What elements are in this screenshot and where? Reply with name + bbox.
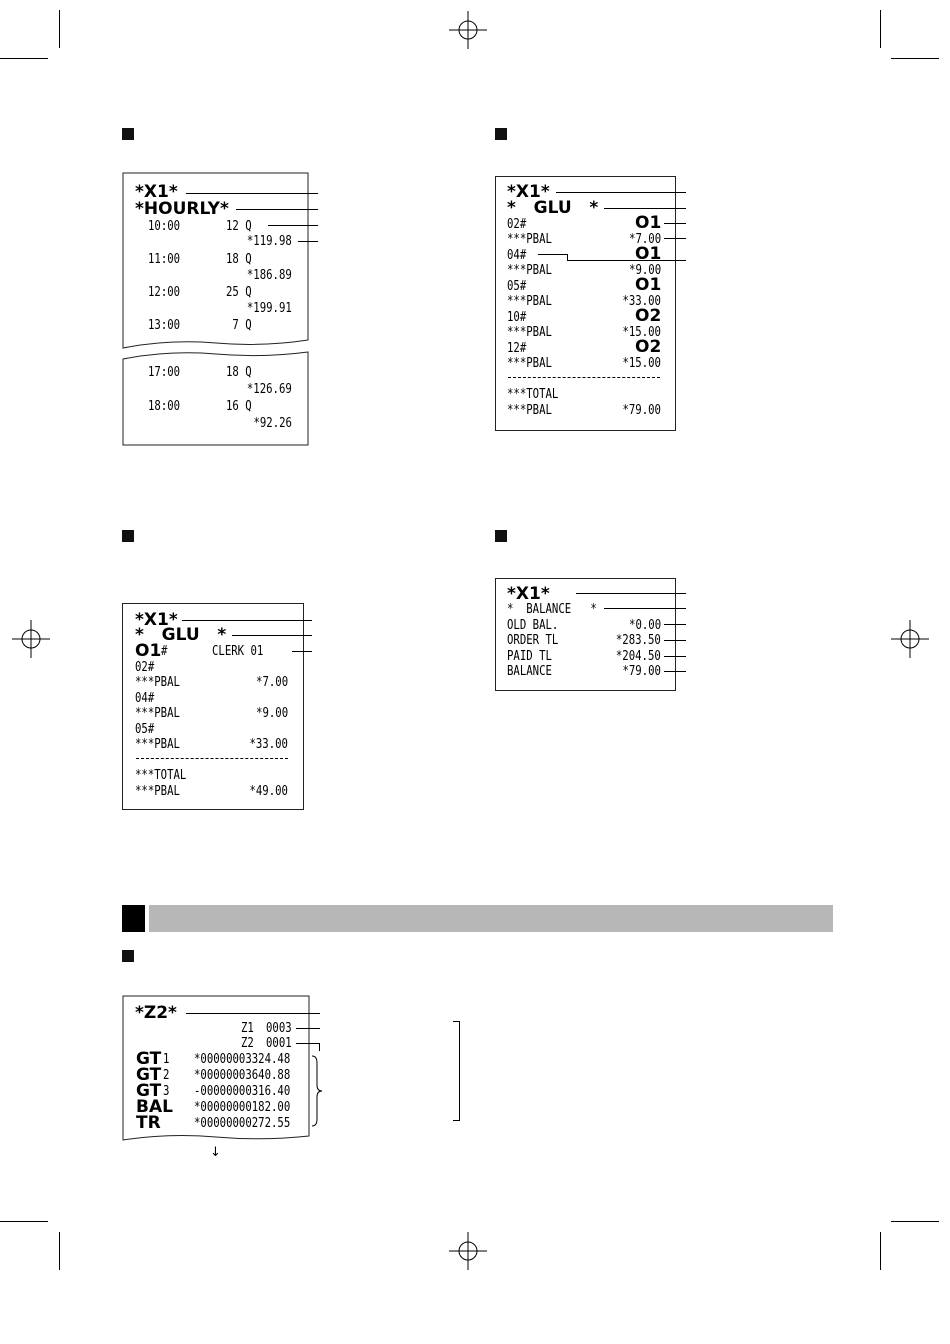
z2-total-value: *00000000272.55 xyxy=(194,1116,291,1131)
callout-line xyxy=(268,225,318,226)
bracket-icon xyxy=(453,1021,460,1121)
hourly-receipt-subtitle: *HOURLY* xyxy=(135,199,229,219)
glu-clerk-receipt-title: *X1* xyxy=(135,610,178,630)
callout-line xyxy=(296,1028,320,1029)
callout-line xyxy=(232,635,312,636)
glu-row-label: 04# xyxy=(507,248,527,263)
z2-total-label: GT xyxy=(136,1065,162,1085)
hourly-amount: *119.98 xyxy=(247,234,292,249)
z2-total-value: *00000003640.88 xyxy=(194,1068,291,1083)
glu-clerk-total-pbal-value: *49.00 xyxy=(249,784,288,799)
z2-total-sub: 2 xyxy=(163,1068,170,1083)
callout-line xyxy=(664,238,686,239)
glu-dashes xyxy=(508,377,660,378)
hourly-amount: *126.69 xyxy=(247,382,292,397)
hourly-amount: *199.91 xyxy=(247,301,292,316)
glu-row-clerk: O2 xyxy=(635,337,662,357)
hourly-count: 7 Q xyxy=(226,318,252,333)
crop-mark xyxy=(880,1232,881,1270)
hourly-time: 12:00 xyxy=(148,285,181,300)
z2-counter-label: Z1 xyxy=(241,1021,254,1036)
glu-receipt-subtitle: * GLU * xyxy=(507,198,599,218)
glu-row-value: *33.00 xyxy=(622,294,661,309)
hourly-receipt-title: *X1* xyxy=(135,182,178,202)
glu-clerk-hash: # xyxy=(161,644,168,659)
z2-total-label: TR xyxy=(136,1113,161,1133)
crop-mark xyxy=(0,1221,48,1222)
balance-row-label: ORDER TL xyxy=(507,633,559,648)
callout-line xyxy=(236,209,318,210)
crop-mark xyxy=(891,58,939,59)
glu-row-clerk: O1 xyxy=(635,244,662,264)
glu-row-value: *15.00 xyxy=(622,325,661,340)
crop-mark xyxy=(0,58,48,59)
balance-row-value: *79.00 xyxy=(622,664,661,679)
glu-row-label: 05# xyxy=(507,279,527,294)
glu-row-value: *7.00 xyxy=(628,232,661,247)
balance-row-value: *0.00 xyxy=(628,618,661,633)
callout-line xyxy=(576,593,686,594)
glu-clerk-row-label: ***PBAL xyxy=(135,675,180,690)
hourly-count: 25 Q xyxy=(226,285,252,300)
callout-line xyxy=(298,241,318,242)
glu-clerk-code: O1 xyxy=(135,641,162,661)
registration-mark-icon xyxy=(449,11,487,49)
z2-counter-value: 0003 xyxy=(266,1021,292,1036)
hourly-time: 10:00 xyxy=(148,219,181,234)
callout-line xyxy=(292,651,312,652)
glu-total-pbal-value: *79.00 xyxy=(622,403,661,418)
glu-clerk-row-label: 05# xyxy=(135,722,155,737)
glu-clerk-dashes xyxy=(136,758,288,759)
registration-mark-icon xyxy=(12,620,50,658)
glu-row-label: 10# xyxy=(507,310,527,325)
glu-row-label: ***PBAL xyxy=(507,356,552,371)
section-bullet-icon xyxy=(122,950,134,962)
callout-line xyxy=(604,208,686,209)
hourly-time: 13:00 xyxy=(148,318,181,333)
glu-clerk-total-pbal-label: ***PBAL xyxy=(135,784,180,799)
callout-line xyxy=(182,620,312,621)
z2-counter-label: Z2 xyxy=(241,1036,254,1051)
glu-row-label: ***PBAL xyxy=(507,294,552,309)
glu-row-value: *9.00 xyxy=(628,263,661,278)
z2-total-value: *00000003324.48 xyxy=(194,1052,291,1067)
z2-total-sub: 1 xyxy=(163,1052,170,1067)
section-bullet-icon xyxy=(122,128,134,140)
glu-row-label: 02# xyxy=(507,217,527,232)
hourly-count: 18 Q xyxy=(226,365,252,380)
glu-row-clerk: O1 xyxy=(635,213,662,233)
section-number-block xyxy=(122,905,145,932)
balance-row-label: OLD BAL. xyxy=(507,618,559,633)
crop-mark xyxy=(59,10,60,48)
hourly-time: 17:00 xyxy=(148,365,181,380)
hourly-time: 18:00 xyxy=(148,399,181,414)
z2-total-label: GT xyxy=(136,1049,162,1069)
section-bullet-icon xyxy=(495,128,507,140)
registration-mark-icon xyxy=(891,620,929,658)
glu-clerk-row-value: *33.00 xyxy=(249,737,288,752)
glu-row-clerk: O1 xyxy=(635,275,662,295)
hourly-amount: *92.26 xyxy=(253,416,292,431)
callout-line xyxy=(556,192,686,193)
glu-clerk-total-label: ***TOTAL xyxy=(135,768,187,783)
callout-line xyxy=(664,656,686,657)
callout-line xyxy=(186,1013,320,1014)
callout-line xyxy=(568,260,686,261)
hourly-time: 11:00 xyxy=(148,252,181,267)
glu-row-value: *15.00 xyxy=(622,356,661,371)
crop-mark xyxy=(59,1232,60,1270)
callout-line xyxy=(296,1043,320,1051)
section-header-bar xyxy=(149,905,833,932)
glu-clerk-receipt-subtitle: * GLU * xyxy=(135,625,227,645)
z2-counter-value: 0001 xyxy=(266,1036,292,1051)
z2-total-label: GT xyxy=(136,1081,162,1101)
glu-total-label: ***TOTAL xyxy=(507,387,559,402)
hourly-count: 16 Q xyxy=(226,399,252,414)
callout-line xyxy=(186,193,318,194)
crop-mark xyxy=(880,10,881,48)
glu-row-label: 12# xyxy=(507,341,527,356)
callout-line xyxy=(604,608,686,609)
z2-total-label: BAL xyxy=(136,1097,173,1117)
z2-total-sub: 3 xyxy=(163,1084,170,1099)
glu-row-label: ***PBAL xyxy=(507,325,552,340)
callout-line xyxy=(538,254,568,261)
callout-line xyxy=(664,671,686,672)
hourly-amount: *186.89 xyxy=(247,268,292,283)
section-bullet-icon xyxy=(495,530,507,542)
glu-row-label: ***PBAL xyxy=(507,232,552,247)
glu-clerk-name: CLERK 01 xyxy=(212,644,264,659)
bracket-icon xyxy=(310,1055,324,1127)
glu-clerk-row-label: 02# xyxy=(135,660,155,675)
glu-clerk-row-label: ***PBAL xyxy=(135,737,180,752)
glu-clerk-row-label: 04# xyxy=(135,691,155,706)
balance-row-label: BALANCE xyxy=(507,664,552,679)
z2-receipt-title: *Z2* xyxy=(135,1003,177,1023)
balance-receipt-title: *X1* xyxy=(507,584,550,604)
hourly-count: 18 Q xyxy=(226,252,252,267)
glu-total-pbal-label: ***PBAL xyxy=(507,403,552,418)
balance-receipt-subtitle: * BALANCE * xyxy=(507,602,597,617)
glu-clerk-row-label: ***PBAL xyxy=(135,706,180,721)
glu-row-clerk: O2 xyxy=(635,306,662,326)
crop-mark xyxy=(891,1221,939,1222)
section-bullet-icon xyxy=(122,530,134,542)
callout-line xyxy=(664,624,686,625)
glu-clerk-row-value: *7.00 xyxy=(255,675,288,690)
arrow-down-icon: ↓ xyxy=(210,1145,221,1160)
balance-row-value: *204.50 xyxy=(616,649,661,664)
callout-line xyxy=(664,223,686,224)
balance-row-label: PAID TL xyxy=(507,649,552,664)
glu-receipt-title: *X1* xyxy=(507,182,550,202)
glu-clerk-row-value: *9.00 xyxy=(255,706,288,721)
z2-total-value: *00000000182.00 xyxy=(194,1100,291,1115)
balance-row-value: *283.50 xyxy=(616,633,661,648)
registration-mark-icon xyxy=(449,1232,487,1270)
callout-line xyxy=(664,640,686,641)
z2-total-value: -00000000316.40 xyxy=(194,1084,291,1099)
glu-row-label: ***PBAL xyxy=(507,263,552,278)
hourly-count: 12 Q xyxy=(226,219,252,234)
